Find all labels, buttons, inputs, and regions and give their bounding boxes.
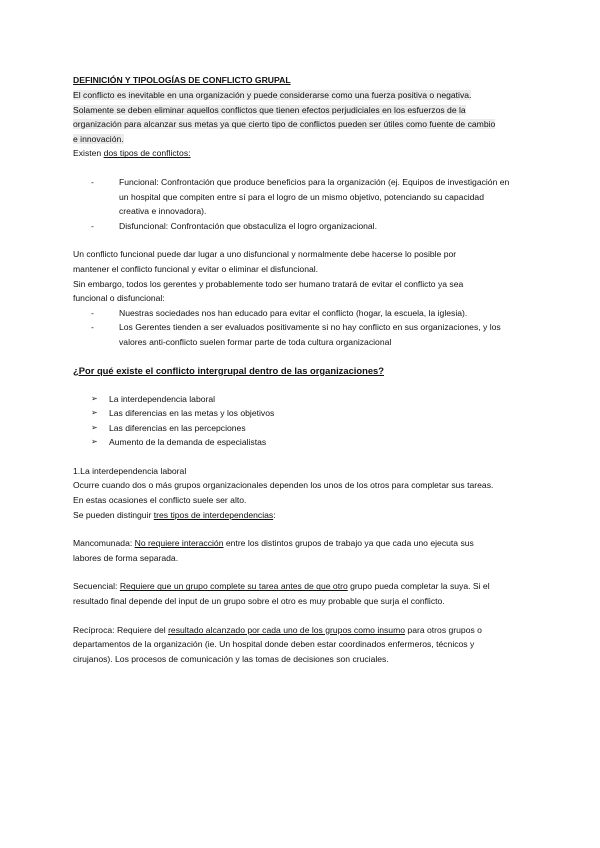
cause-text: Las diferencias en las metas y los objetivos bbox=[109, 408, 275, 419]
avoid-conflict-reasons-list bbox=[73, 306, 532, 350]
paragraph-line: Secuencial: Requiere que un grupo complete su tarea antes de que otro grupo pueda completar la suya. Si el bbox=[73, 581, 490, 592]
bullet-marker: - bbox=[91, 307, 94, 318]
paragraph-line: departamentos de la organización (ie. Un hospital donde deben estar coordinados enfermeros, técnicos y bbox=[73, 639, 475, 650]
list-item-line: valores anti-conflicto suelen formar parte de toda cultura organizacional bbox=[119, 336, 392, 347]
arrow-bullet-icon: ➢ bbox=[91, 422, 98, 432]
cause-text: Las diferencias en las percepciones bbox=[109, 422, 246, 433]
cause-item bbox=[91, 435, 532, 450]
arrow-bullet-icon: ➢ bbox=[91, 393, 98, 403]
cause-item bbox=[91, 421, 532, 436]
intro-line: Solamente se deben eliminar aquellos conflictos que tienen efectos perjudiciales en los esfuerzos de la bbox=[73, 104, 466, 115]
reciproca-paragraph bbox=[73, 623, 532, 667]
paragraph-line: Ocurre cuando dos o más grupos organizacionales dependen los unos de los otros para completar sus tareas. bbox=[73, 480, 494, 491]
cause-text: Aumento de la demanda de especialistas bbox=[109, 437, 267, 448]
list-item-line: creativa e innovadora). bbox=[119, 206, 207, 217]
secuencial-paragraph bbox=[73, 579, 532, 608]
list-item-line: Los Gerentes tienden a ser evaluados positivamente si no hay conflicto en sus organizaciones, y los bbox=[119, 322, 501, 333]
types-intro: Existen dos tipos de conflictos: bbox=[73, 148, 191, 159]
intro-paragraph bbox=[73, 88, 532, 161]
paragraph-line: Se pueden distinguir tres tipos de interdependencias: bbox=[73, 509, 276, 520]
cause-text: La interdependencia laboral bbox=[109, 393, 216, 404]
list-item-line: Funcional: Confrontación que produce beneficios para la organización (ej. Equipos de investigación en bbox=[119, 176, 510, 187]
document-title: DEFINICIÓN Y TIPOLOGÍAS DE CONFLICTO GRUPAL bbox=[73, 75, 291, 85]
paragraph-line: Recíproca: Requiere del resultado alcanzado por cada uno de los grupos como insumo para otros grupos o bbox=[73, 624, 482, 635]
list-item bbox=[91, 219, 532, 234]
cause-item bbox=[91, 406, 532, 421]
paragraph-line: Un conflicto funcional puede dar lugar a uno disfuncional y normalmente debe hacerse lo posible por bbox=[73, 249, 457, 260]
list-item-line: un hospital que compiten entre sí para el logro de un mismo objetivo, potenciando su capacidad bbox=[119, 191, 484, 202]
paragraph-line: Mancomunada: No requiere interacción entre los distintos grupos de trabajo ya que cada uno ejecuta sus bbox=[73, 538, 474, 549]
paragraph-line: En estas ocasiones el conflicto suele ser alto. bbox=[73, 495, 247, 506]
paragraph-line: mantener el conflicto funcional y evitar o eliminar el disfuncional. bbox=[73, 263, 319, 274]
causes-list bbox=[73, 392, 532, 450]
list-item bbox=[91, 175, 532, 219]
list-item-line: Disfuncional: Confrontación que obstaculiza el logro organizacional. bbox=[119, 220, 377, 231]
list-item bbox=[91, 306, 532, 321]
paragraph-line: funcional o disfuncional: bbox=[73, 293, 165, 304]
bullet-marker: - bbox=[91, 322, 94, 333]
bullet-marker: - bbox=[91, 220, 94, 231]
list-item bbox=[91, 320, 532, 349]
paragraph-line: labores de forma separada. bbox=[73, 552, 179, 563]
arrow-bullet-icon: ➢ bbox=[91, 408, 98, 418]
interdependence-section bbox=[73, 464, 532, 522]
conflict-types-list bbox=[73, 175, 532, 233]
intro-line: e innovación. bbox=[73, 133, 124, 144]
section-question-heading: ¿Por qué existe el conflicto intergrupal dentro de las organizaciones? bbox=[73, 364, 385, 376]
paragraph-line: resultado final depende del input de un grupo sobre el otro es muy probable que surja el conflicto. bbox=[73, 596, 445, 607]
mancomunada-paragraph bbox=[73, 536, 532, 565]
paragraph-line: Sin embargo, todos los gerentes y probablemente todo ser humano tratará de evitar el conflicto ya sea bbox=[73, 278, 464, 289]
intro-line: organización para alcanzar sus metas ya que cierto tipo de conflictos pueden ser útiles como fuente de cambio bbox=[73, 119, 496, 130]
section-heading: 1.La interdependencia laboral bbox=[73, 465, 187, 476]
bullet-marker: - bbox=[91, 176, 94, 187]
cause-item bbox=[91, 392, 532, 407]
list-item-line: Nuestras sociedades nos han educado para evitar el conflicto (hogar, la escuela, la iglesia). bbox=[119, 307, 468, 318]
arrow-bullet-icon: ➢ bbox=[91, 437, 98, 447]
intro-line: El conflicto es inevitable en una organización y puede considerarse como una fuerza positiva o negativa. bbox=[73, 90, 472, 100]
functional-paragraph bbox=[73, 247, 532, 305]
paragraph-line: cirujanos). Los procesos de comunicación y las tomas de decisiones son cruciales. bbox=[73, 653, 389, 664]
